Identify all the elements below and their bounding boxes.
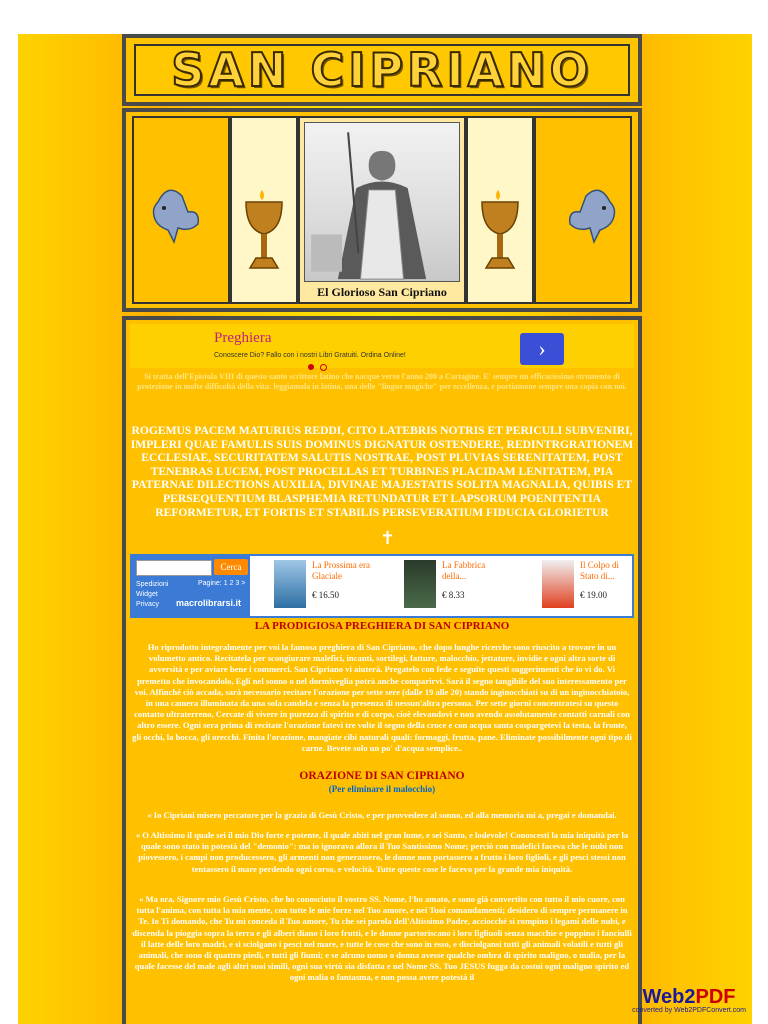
title-panel bbox=[122, 34, 642, 106]
pages-label: Pagine: bbox=[198, 580, 222, 587]
shop-logo[interactable]: macrolibrarsi.it bbox=[176, 598, 242, 608]
page-title: SAN CIPRIANO bbox=[171, 43, 593, 97]
prayer-paragraph: « Io Cipriani misero peccatore per la grazia di Gesù Cristo, e per provvedere al sonno, ed alla memoria mi a, pregai e domandai. bbox=[147, 810, 617, 820]
pages-links[interactable]: 1 2 3 > bbox=[223, 580, 246, 587]
ad-title[interactable]: Preghiera bbox=[214, 330, 272, 346]
ad-pager bbox=[308, 364, 327, 371]
shop-search-button[interactable]: Cerca bbox=[214, 559, 248, 575]
prayer-paragraph: « O Altissimo il quale sei il mio Dio forte e potente, il quale abiti nel gran lume, e sei Santo, e lodevole! Conoscesti la mia iniquità per la quale sono stato in potestà del "demonio": ma io ignorava allora il Tuo Santissimo Nome; perciò con malefici faceva che le nubi non piovessero, i campi non producessero, gli armenti non generassero, le donne non portassero a frutto i loro figlioli, e gli pesci stessi non tentassero il mare perdendo ogni corso, e velocità. Tutte queste cose le facevo per la grande mia iniquità. bbox=[135, 830, 629, 874]
brand-main: Web2 bbox=[642, 986, 696, 1008]
web2pdf-logo[interactable] bbox=[624, 986, 754, 1014]
dove-cell-left bbox=[132, 116, 230, 304]
book-cover[interactable] bbox=[274, 560, 306, 608]
chalice-icon bbox=[242, 190, 286, 276]
pager-dot-active[interactable] bbox=[308, 364, 314, 370]
shop-link-widget[interactable]: Widget bbox=[136, 591, 158, 598]
dove-cell-right bbox=[534, 116, 632, 304]
chalice-cell-left bbox=[230, 116, 298, 304]
brand-pdf: PDF bbox=[695, 986, 736, 1008]
ad-banner[interactable] bbox=[130, 324, 634, 368]
book-price: € 16.50 bbox=[312, 590, 339, 600]
shop-link-spedizioni[interactable]: Spedizioni bbox=[136, 581, 169, 588]
book-cover[interactable] bbox=[404, 560, 436, 608]
book-cover[interactable] bbox=[542, 560, 574, 608]
book-price: € 19.00 bbox=[580, 590, 607, 600]
ad-arrow-button[interactable] bbox=[520, 333, 564, 365]
chalice-icon bbox=[478, 190, 522, 276]
dove-icon bbox=[560, 182, 620, 252]
dove-icon bbox=[148, 182, 208, 252]
saint-portrait bbox=[304, 122, 460, 282]
chalice-cell-right bbox=[466, 116, 534, 304]
book-title[interactable]: La Prossima era Glaciale bbox=[312, 560, 370, 581]
prayer-paragraph: « Ma ora, Signore mio Gesù Cristo, che ho conosciuto il vostro SS. Nome, l'ho amato, e sono già convertito con tutto il mio cuore, con tutta l'anima, con tutta la mia mente, con tutte le mie forze nel Tuo amore, e nei Tuoi comandamenti; desidero di sempre permanere in Te. Io Ti domando, che Tu mi conceda il Tuo amore, Tu che sei parola dell'Altissimo Padre, acciocché si rompino i legami delle nubi, e discenda la pioggia sopra la terra e gli alberi diano i loro frutti, e le donne partoriscano i loro figliuoli senza macchie e poppino i fanciulli il latte delle loro madri, e si sciolgano i pesci nel mare, e tutte le cose che sono in esso, e disciolgansi tutti gli animali volatili e tutti gli animali, che sono di quattro piedi, e tutti gli fiumi; e se alcuno uomo o donna avesse qualche ombra di spirito maligno, o malia, per la quale facesse del male agli altri suoi simili, ogni sua virtù sia disfatta e nel Nome SS. Tuo JESUS fugga da costui ogni maligno spirito ed ogni malia o fantasma, e non possa avere potestà il bbox=[132, 894, 632, 983]
prayer-subtitle: (Per eliminare il malocchio) bbox=[328, 784, 436, 794]
saint-image-cell bbox=[298, 116, 466, 304]
chevron-right-icon: › bbox=[538, 336, 546, 361]
book-price: € 8.33 bbox=[442, 590, 465, 600]
shop-link-privacy[interactable]: Privacy bbox=[136, 601, 159, 608]
pager-dot[interactable] bbox=[320, 364, 327, 371]
title-banner bbox=[134, 44, 630, 96]
shop-search-input[interactable] bbox=[136, 560, 212, 576]
shop-widget bbox=[130, 554, 634, 618]
shop-search-area bbox=[132, 556, 250, 616]
hero-panel bbox=[122, 108, 642, 312]
prayer-heading: ORAZIONE DI SAN CIPRIANO bbox=[299, 770, 465, 782]
content-panel bbox=[122, 316, 642, 1024]
shop-pagination bbox=[198, 580, 245, 587]
brand-sub[interactable]: converted by Web2PDFConvert.com bbox=[632, 1007, 746, 1014]
section-heading: LA PRODIGIOSA PREGHIERA DI SAN CIPRIANO bbox=[254, 620, 510, 632]
shop-links bbox=[136, 580, 168, 610]
book-title[interactable]: La Fabbrica della... bbox=[442, 560, 486, 581]
ad-subtitle: Conoscere Dio? Fallo con i nostri Libri Gratuiti. Ordina Online! bbox=[214, 352, 406, 359]
intro-text: Si tratta dell'Epistola VIII di questo santo scrittore latino che nacque verso l'anno 200 a Cartagine. E' sempre un efficacissimo strumento di protezione in molte difficoltà della vita: leggiamola in latino, una delle "lingue magiche" per eccellenza, e portiamone sempre una copia con noi. bbox=[137, 372, 627, 391]
saint-caption: El Glorioso San Cipriano bbox=[317, 285, 447, 299]
latin-prayer: ROGEMUS PACEM MATURIUS REDDI, CITO LATEBRIS NOTRIS ET PERICULI SUBVENIRI, IMPLERI QUAE FAMULIS SUIS DOMINUS DIGNATUR OSTENDERE, REDINTRGRATIONEM ECCLESIAE, SECURITATEM SALUTIS NOSTRAE, POST PLUVIAS SERENITATEM, POST TENEBRAS LUCEM, POST PROCELLAS ET TURBINES PLACIDAM LENITATEM, PIA PATERNAE DILECTIONS AUXILIA, DIVINAE MAJESTATIS SOLITA MAGNALIA, QUIBIS ET PERSEQUENTIUM BLASPHEMIA RETUNDATUR ET LAPSORUM POENITENTIA REFORMETUR, ET FORTIS ET STABILIS PERSEVERATIUM FIDUCIA GLORIETUR bbox=[130, 424, 634, 519]
cross-icon: ✝ bbox=[380, 528, 396, 548]
book-title[interactable]: Il Colpo di Stato di... bbox=[580, 560, 620, 581]
section-body: Ho riprodotto integralmente per voi la famosa preghiera di San Cipriano, che dopo lunghe ricerche sono riuscito a trovare in un volumetto antico. Recitatela per scongiurare malefici, incanti, sortilegi, fatture, malocchio, jettature, invidie e ogni altra sorte di avversità e per aviare bene i commerci. San Cipriano vi aiuterà. Pregatelo con fede e seguite questi suggerimenti che io vi do. Vi premetto che invocandolo, Egli nel sonno o nel dormiveglia potrà anche comparirvi. Sarà il segno tangibile del suo interessamento per voi. Affinché ciò accada, sarà necessario recitare l'orazione per sette sere (dalle 19 alle 20) stando inginocchiati su di un inginocchiatoio, in una camera illuminata da una sola candela e senza la presenza di nessun'altra persona. Per sette giorni concentratesi su questo contatto ultraterreno, Cercate di vivere in purezza di spirito e di corpo, cioè elevandovi e non avendo assolutamente contatti carnali con altro essere. Ogni sera prima di recitate l'orazione fatevi tre volte il segno della croce e con acqua santa cospargetevi la testa, la fronte, gli occhi, la bocca, gli orecchi. Finita l'orazione, mangiate cibi naturali quali: formaggi, frutta, pane. Eliminate possibilmente ogni tipo di carne. Bevete solo un po' d'acqua semplice.. bbox=[132, 642, 632, 753]
